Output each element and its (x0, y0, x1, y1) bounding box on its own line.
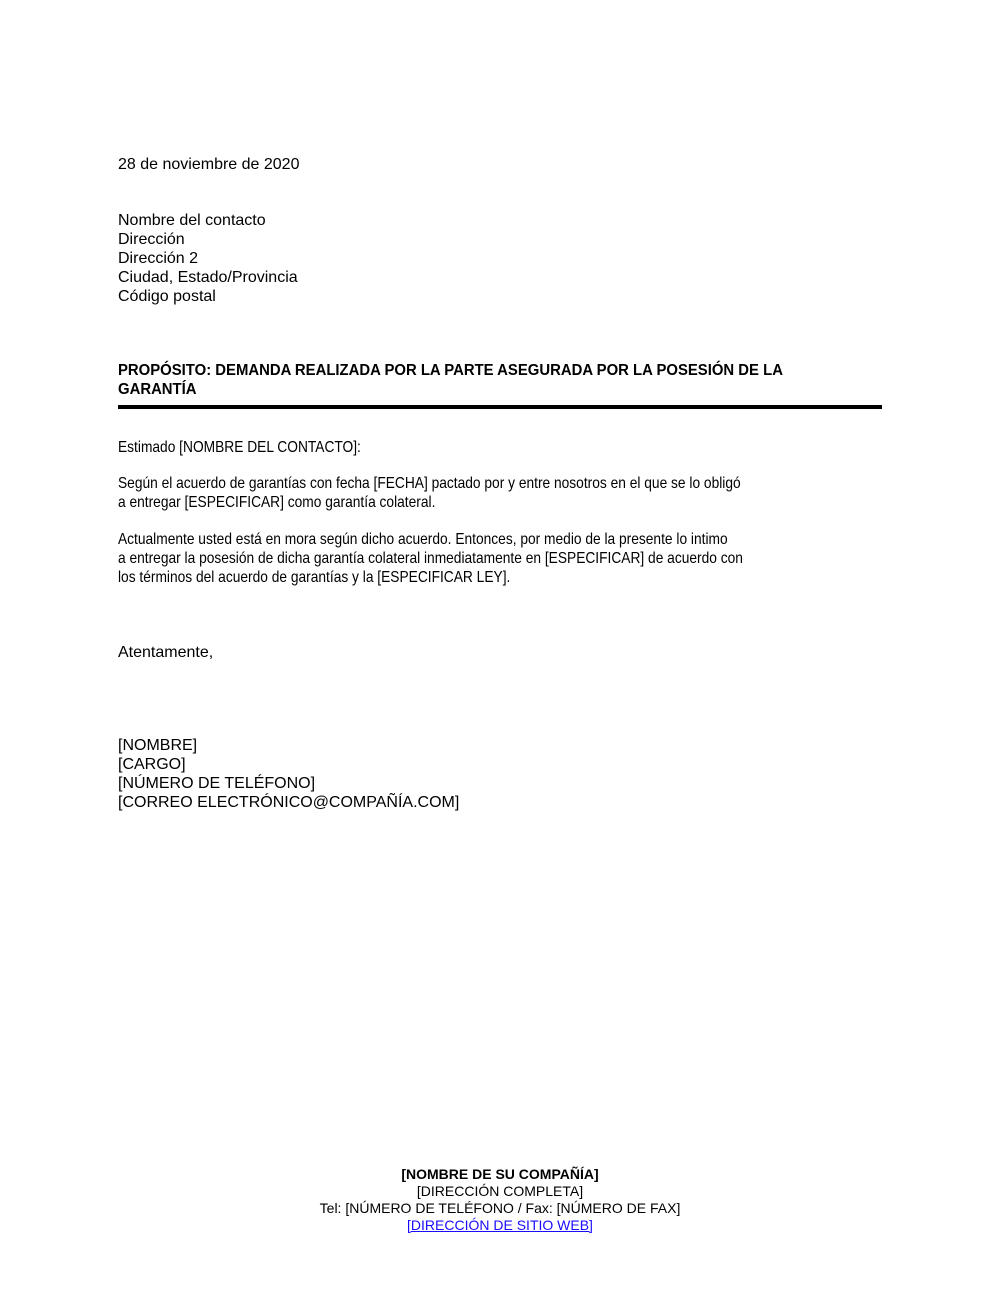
footer-address: [DIRECCIÓN COMPLETA] (416, 1183, 584, 1199)
paragraph-line: Actualmente usted está en mora según dicho acuerdo. Entonces, por medio de la presente lo intimo (118, 531, 728, 548)
signature-email: [CORREO ELECTRÓNICO@COMPAÑÍA.COM] (118, 794, 460, 811)
salutation: Estimado [NOMBRE DEL CONTACTO]: (118, 439, 361, 456)
footer-company-name: [NOMBRE DE SU COMPAÑÍA] (401, 1166, 599, 1182)
footer-website (0, 1216, 1000, 1234)
paragraph-line: los términos del acuerdo de garantías y la [ESPECIFICAR LEY]. (118, 569, 511, 586)
signature-name: [NOMBRE] (118, 737, 198, 754)
purpose-heading-line-1: PROPÓSITO: DEMANDA REALIZADA POR LA PARTE ASEGURADA POR LA POSESIÓN DE LA (118, 362, 783, 379)
body-paragraph-2 (118, 530, 743, 587)
recipient-address-1: Dirección (118, 231, 185, 248)
paragraph-line: a entregar la posesión de dicha garantía colateral inmediatamente en [ESPECIFICAR] de acuerdo con (118, 550, 743, 567)
footer-tel-fax: Tel: [NÚMERO DE TELÉFONO / Fax: [NÚMERO DE FAX] (319, 1200, 681, 1216)
closing: Atentamente, (118, 644, 214, 661)
recipient-name: Nombre del contacto (118, 212, 266, 229)
signature-block (118, 736, 459, 812)
recipient-address-2: Dirección 2 (118, 250, 199, 267)
signature-phone: [NÚMERO DE TELÉFONO] (118, 775, 316, 792)
body-paragraph-1 (118, 474, 741, 512)
website-link[interactable]: [DIRECCIÓN DE SITIO WEB] (407, 1217, 593, 1233)
purpose-heading (118, 361, 882, 399)
recipient-postal-code: Código postal (118, 288, 216, 305)
paragraph-line: Según el acuerdo de garantías con fecha [FECHA] pactado por y entre nosotros en el que se lo obligó (118, 475, 741, 492)
signature-title: [CARGO] (118, 756, 186, 773)
recipient-address-block (118, 211, 298, 306)
letter-date: 28 de noviembre de 2020 (118, 156, 300, 173)
heading-divider (118, 405, 882, 409)
purpose-heading-line-2: GARANTÍA (118, 381, 197, 398)
paragraph-line: a entregar [ESPECIFICAR] como garantía colateral. (118, 494, 436, 511)
recipient-city-state: Ciudad, Estado/Provincia (118, 269, 298, 286)
